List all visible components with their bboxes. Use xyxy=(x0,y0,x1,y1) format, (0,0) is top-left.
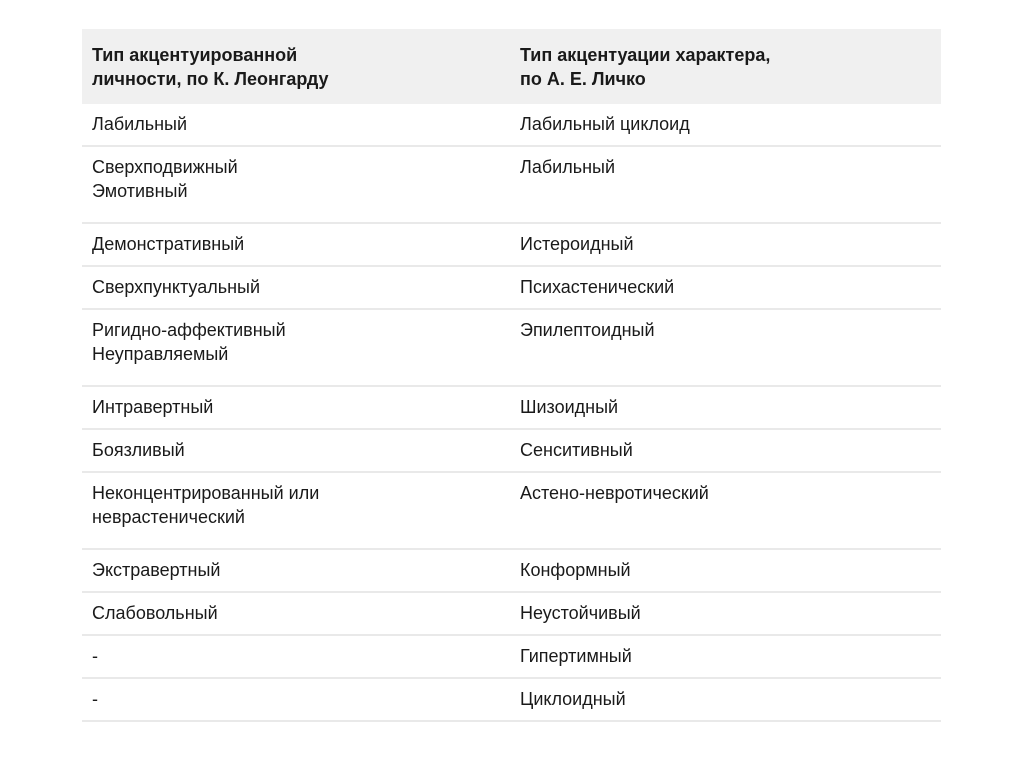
cell-lichko: Эпилептоидный xyxy=(520,320,655,340)
cell-lichko: Истероидный xyxy=(520,234,634,254)
table-row xyxy=(82,310,941,387)
cell-lichko: Психастенический xyxy=(520,277,675,297)
table-row xyxy=(82,473,941,550)
table-row xyxy=(82,550,941,593)
table-row xyxy=(82,104,941,147)
cell-lichko: Неустойчивый xyxy=(520,603,641,623)
cell-leonhard: Экстравертный xyxy=(92,560,221,580)
accentuation-table xyxy=(82,29,941,722)
table-row xyxy=(82,147,941,224)
cell-leonhard: Сверхподвижный Эмотивный xyxy=(92,157,238,201)
table-row xyxy=(82,430,941,473)
table-row xyxy=(82,224,941,267)
cell-lichko: Конформный xyxy=(520,560,631,580)
cell-lichko: Циклоидный xyxy=(520,689,626,709)
cell-leonhard: Неконцентрированный или неврастенический xyxy=(92,483,320,527)
cell-lichko: Лабильный xyxy=(520,157,616,177)
table-row xyxy=(82,387,941,430)
cell-leonhard: Боязливый xyxy=(92,440,185,460)
header-leonhard: Тип акцентуированной личности, по К. Леонгарду xyxy=(92,45,329,89)
cell-leonhard: Ригидно-аффективный Неуправляемый xyxy=(92,320,286,364)
cell-lichko: Лабильный циклоид xyxy=(520,114,690,134)
table-row xyxy=(82,593,941,636)
table-header xyxy=(82,29,941,104)
cell-lichko: Шизоидный xyxy=(520,397,619,417)
cell-lichko: Астено-невротический xyxy=(520,483,709,503)
cell-leonhard: Лабильный xyxy=(92,114,188,134)
cell-lichko: Гипертимный xyxy=(520,646,632,666)
header-lichko: Тип акцентуации характера, по А. Е. Личко xyxy=(520,45,771,89)
cell-leonhard: - xyxy=(92,646,98,666)
table-row xyxy=(82,267,941,310)
table-row xyxy=(82,636,941,679)
cell-leonhard: Демонстративный xyxy=(92,234,245,254)
cell-leonhard: Слабовольный xyxy=(92,603,218,623)
cell-lichko: Сенситивный xyxy=(520,440,633,460)
cell-leonhard: - xyxy=(92,689,98,709)
table-row xyxy=(82,679,941,722)
cell-leonhard: Сверхпунктуальный xyxy=(92,277,261,297)
cell-leonhard: Интравертный xyxy=(92,397,214,417)
